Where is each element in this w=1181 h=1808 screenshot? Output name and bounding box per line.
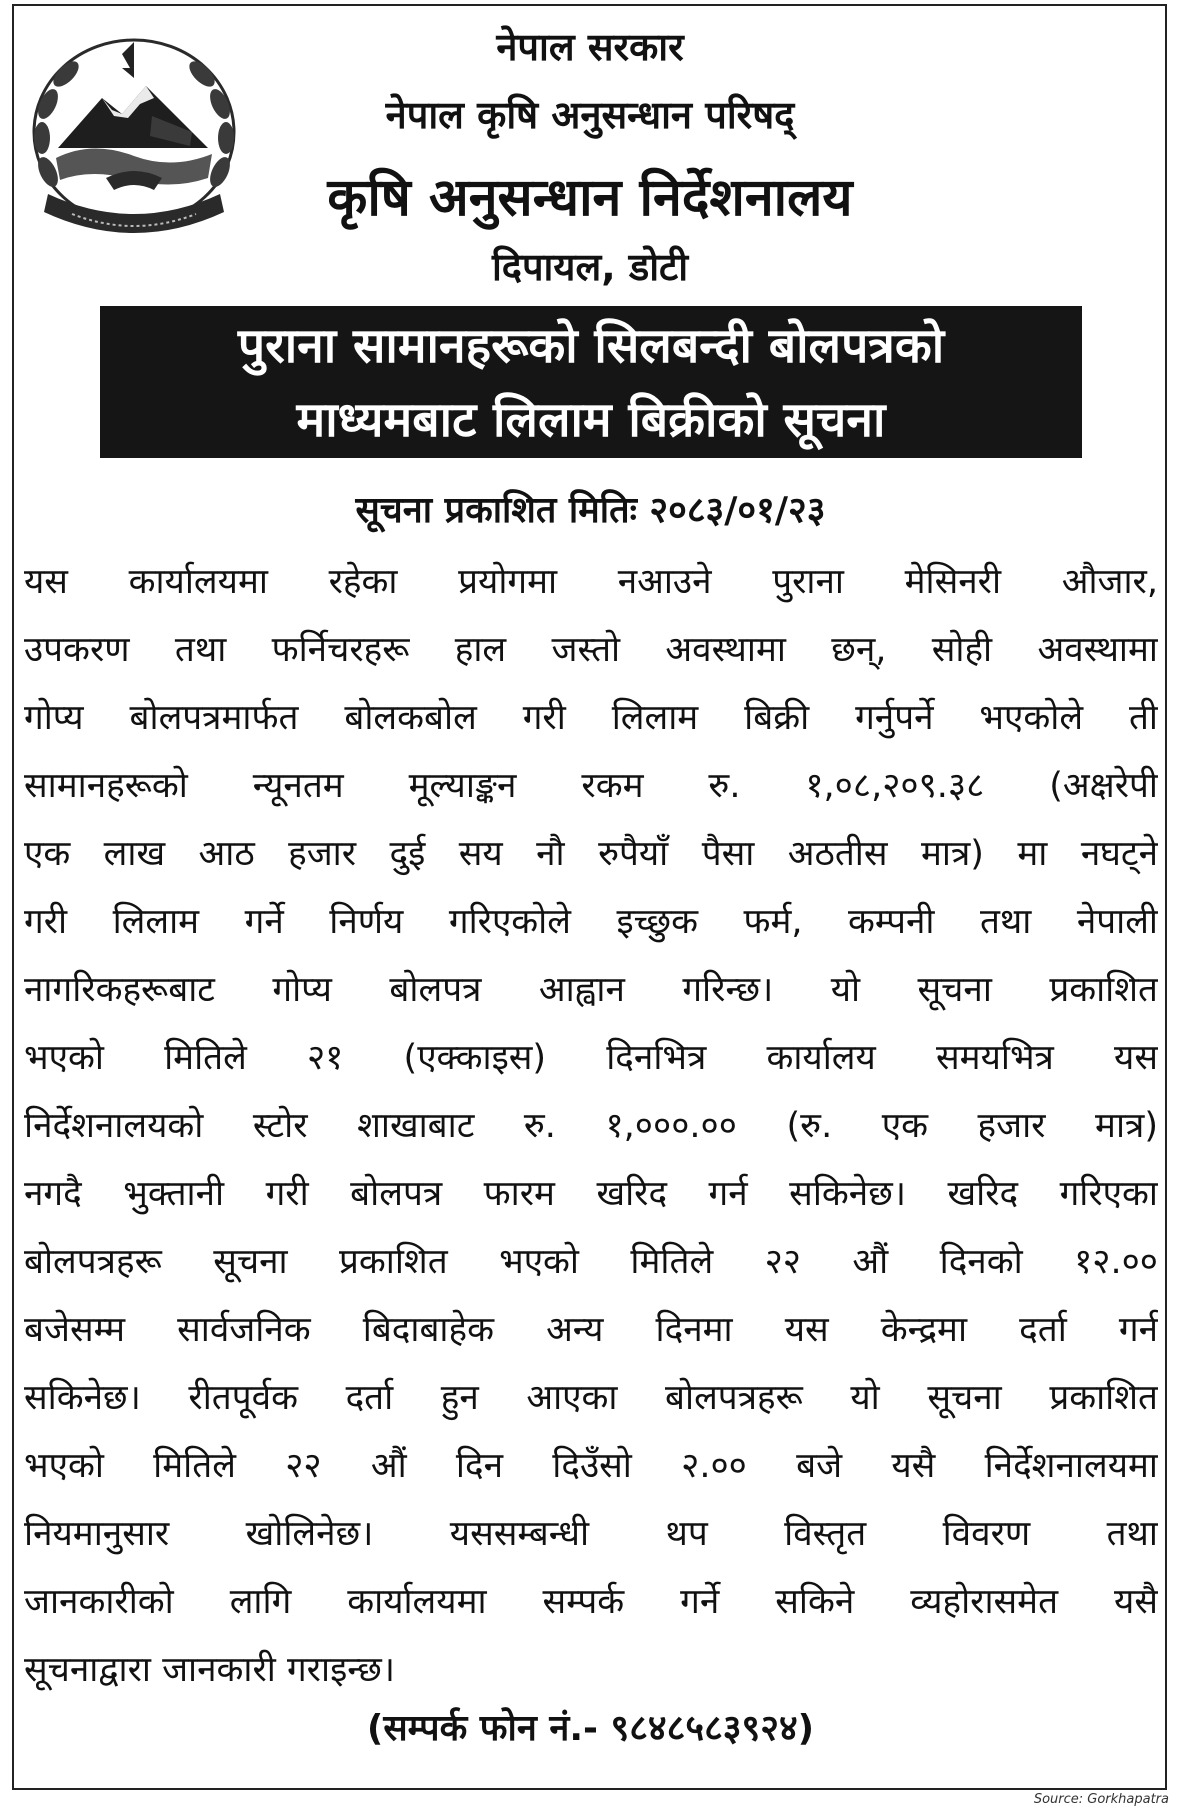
body-line: बोलपत्रहरू सूचना प्रकाशित भएको मितिले २२ औं दिनको १२.०० (24, 1242, 1158, 1282)
body-line: भएको मितिले २१ (एक्काइस) दिनभित्र कार्यालय समयभित्र यस (24, 1038, 1158, 1078)
notice-title-line-2: माध्यमबाट लिलाम बिक्रीको सूचना (296, 392, 886, 448)
body-line: निर्देशनालयको स्टोर शाखाबाट रु. १,०००.०० (रु. एक हजार मात्र) (24, 1106, 1158, 1146)
source-credit: Source: Gorkhapatra (1033, 1792, 1169, 1807)
body-line: एक लाख आठ हजार दुई सय नौ रुपैयाँ पैसा अठतीस मात्र) मा नघट्ने (24, 834, 1158, 874)
body-line: यस कार्यालयमा रहेका प्रयोगमा नआउने पुराना मेसिनरी औजार, (24, 562, 1158, 602)
government-name: नेपाल सरकार (496, 25, 684, 69)
contact-phone: (सम्पर्क फोन नं.- ९८४८५८३९२४) (366, 1708, 815, 1749)
body-line: सामानहरूको न्यूनतम मूल्याङ्कन रकम रु. १,०८,२०९.३८ (अक्षरेपी (24, 766, 1158, 806)
nepal-government-emblem-icon (22, 28, 246, 246)
body-line: उपकरण तथा फर्निचरहरू हाल जस्तो अवस्थामा छन्, सोही अवस्थामा (24, 630, 1158, 670)
notice-body (24, 548, 1158, 1704)
body-line: बजेसम्म सार्वजनिक बिदाबाहेक अन्य दिनमा यस केन्द्रमा दर्ता गर्न (24, 1310, 1158, 1350)
body-line: गरी लिलाम गर्ने निर्णय गरिएकोले इच्छुक फर्म, कम्पनी तथा नेपाली (24, 902, 1158, 942)
body-line: सूचनाद्वारा जानकारी गराइन्छ। (24, 1650, 396, 1690)
body-line: नियमानुसार खोलिनेछ। यससम्बन्धी थप विस्तृत विवरण तथा (24, 1514, 1158, 1554)
body-line: गोप्य बोलपत्रमार्फत बोलकबोल गरी लिलाम बिक्री गर्नुपर्ने भएकोले ती (24, 698, 1158, 738)
directorate-name: कृषि अनुसन्धान निर्देशनालय (327, 168, 853, 228)
notice-title-banner (100, 306, 1082, 458)
office-location: दिपायल, डोटी (491, 245, 689, 289)
council-name: नेपाल कृषि अनुसन्धान परिषद् (385, 93, 795, 137)
body-line: सकिनेछ। रीतपूर्वक दर्ता हुन आएका बोलपत्रहरू यो सूचना प्रकाशित (24, 1378, 1158, 1418)
body-line: नगदै भुक्तानी गरी बोलपत्र फारम खरिद गर्न सकिनेछ। खरिद गरिएका (24, 1174, 1158, 1214)
notice-title-line-1: पुराना सामानहरूको सिलबन्दी बोलपत्रको (237, 318, 945, 374)
body-line: जानकारीको लागि कार्यालयमा सम्पर्क गर्ने सकिने व्यहोरासमेत यसै (24, 1582, 1158, 1622)
publish-date: सूचना प्रकाशित मितिः २०८३/०१/२३ (355, 490, 826, 531)
body-line: भएको मितिले २२ औं दिन दिउँसो २.०० बजे यसै निर्देशनालयमा (24, 1446, 1158, 1486)
body-line: नागरिकहरूबाट गोप्य बोलपत्र आह्वान गरिन्छ। यो सूचना प्रकाशित (24, 970, 1158, 1010)
